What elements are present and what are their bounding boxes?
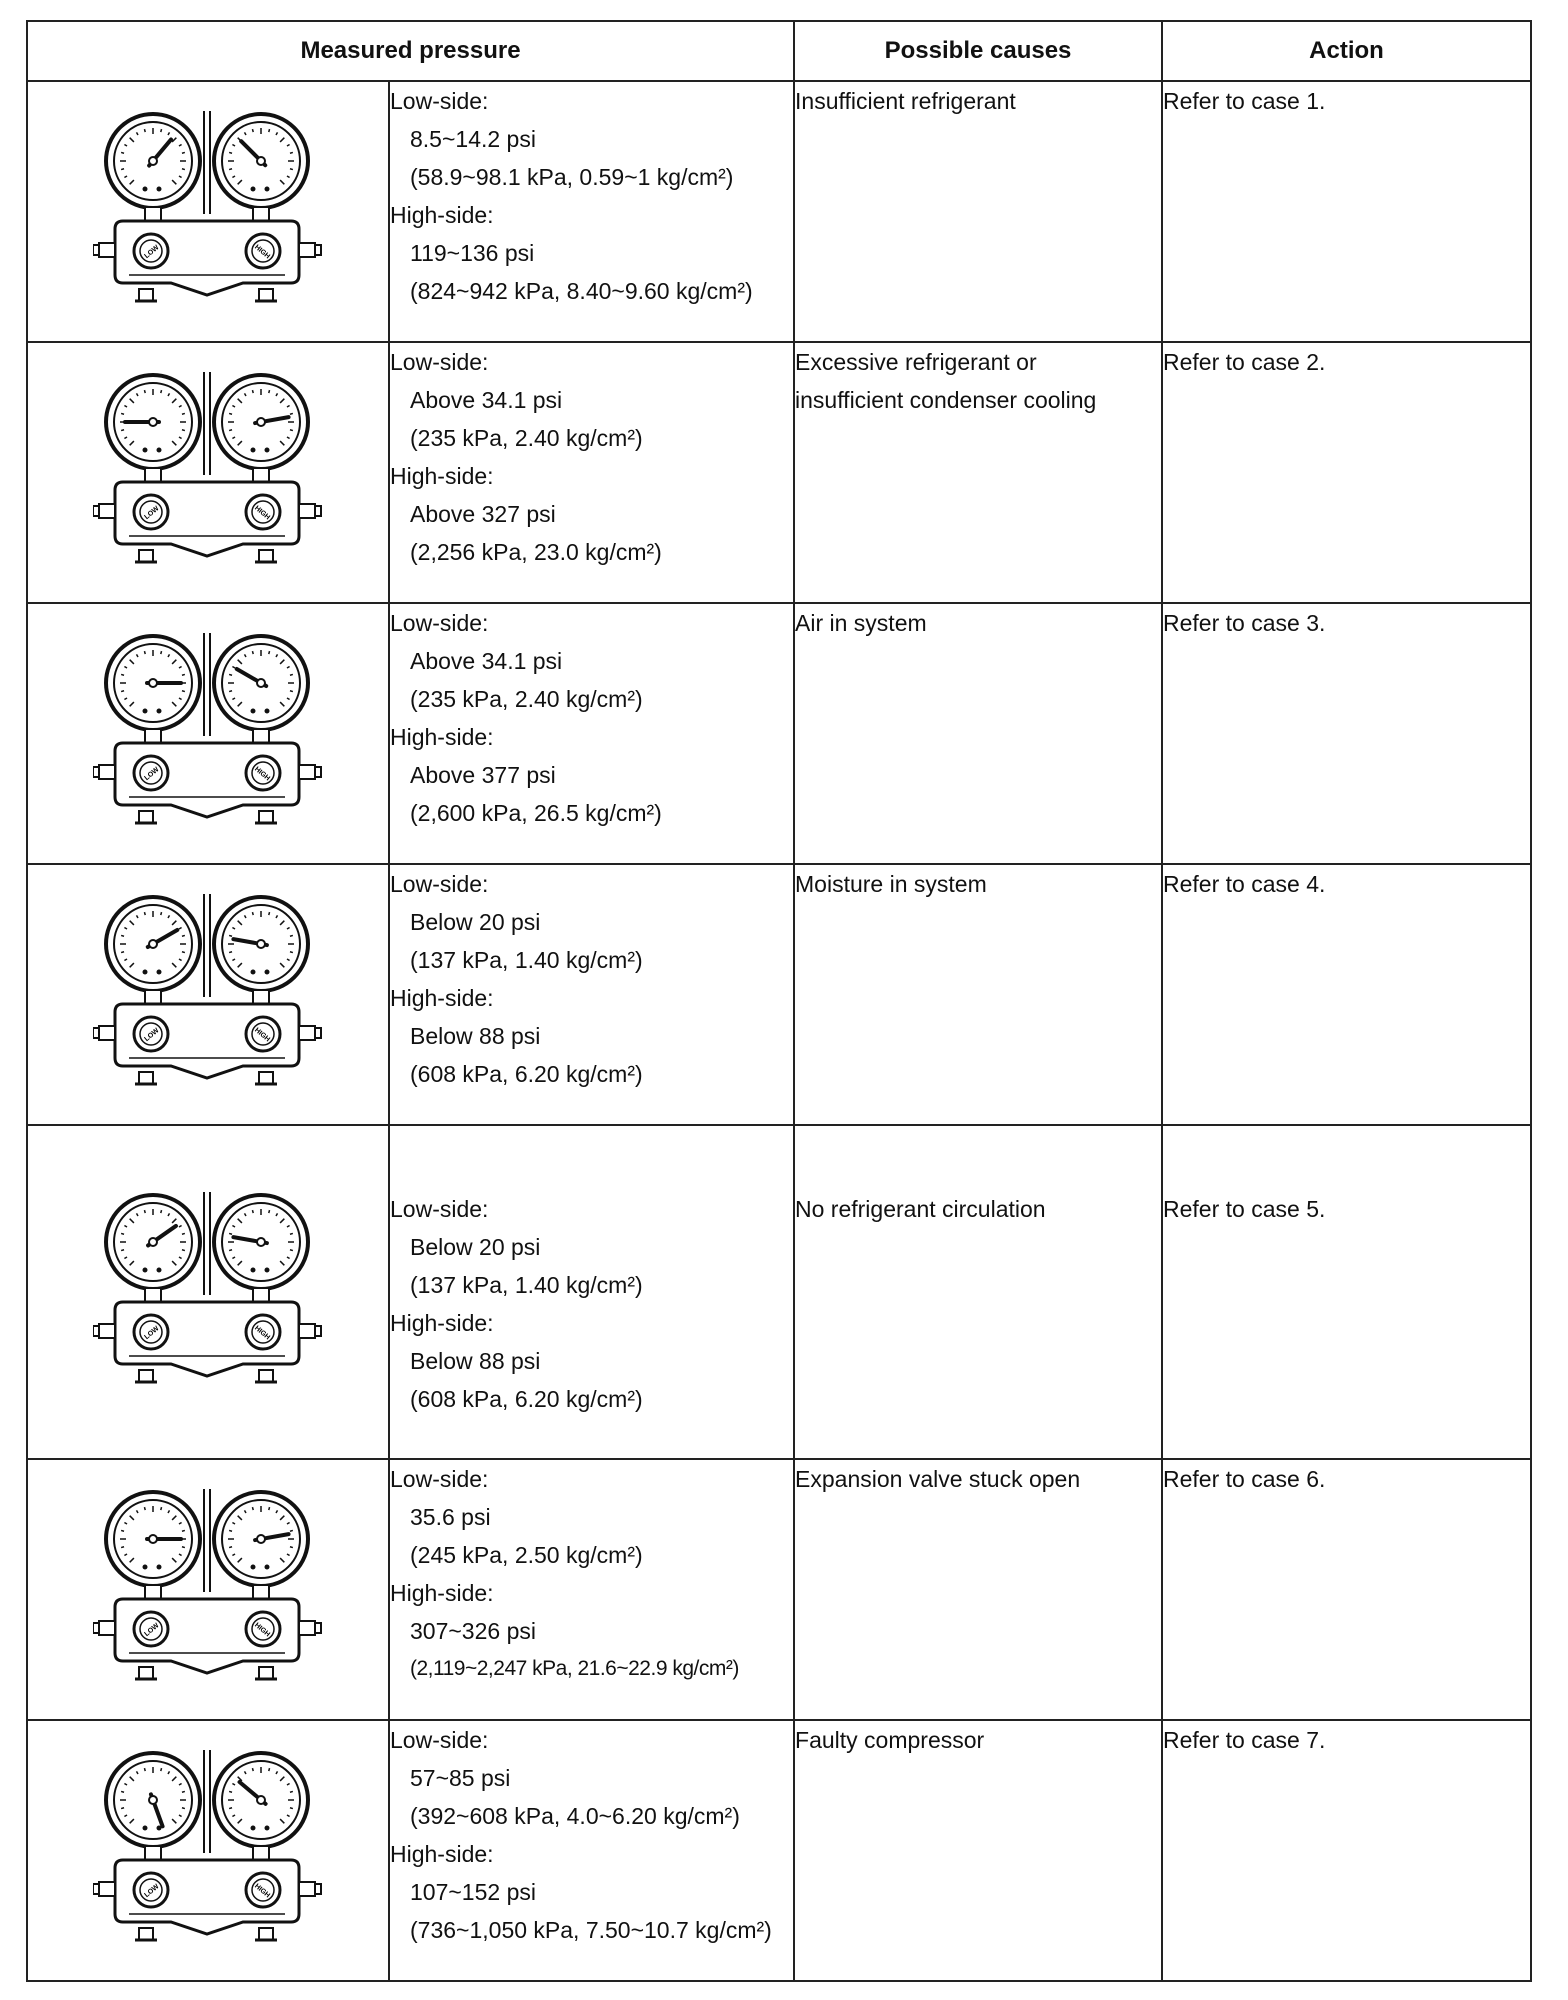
action-cell: Refer to case 2.	[1162, 342, 1531, 603]
high-valve-knob-icon	[246, 495, 280, 529]
low-side-psi: Below 20 psi	[410, 909, 541, 936]
low-side-metric: (235 kPa, 2.40 kg/cm²)	[410, 686, 643, 713]
measured-pressure-cell	[389, 1720, 794, 1981]
low-knob-label: LOW	[143, 1027, 161, 1044]
high-side-psi: Above 327 psi	[410, 501, 556, 528]
manifold-gauge-icon	[93, 621, 323, 841]
high-side-psi: Below 88 psi	[410, 1348, 541, 1375]
low-knob-label: LOW	[143, 505, 161, 522]
low-pressure-gauge-icon	[106, 897, 200, 991]
possible-cause-cell: No refrigerant circulation	[794, 1125, 1162, 1459]
high-knob-label: HIGH	[253, 1882, 271, 1900]
manifold-gauge-icon	[93, 882, 323, 1102]
header-measured-pressure: Measured pressure	[27, 21, 794, 81]
low-knob-label: LOW	[143, 1622, 161, 1638]
low-valve-knob-icon	[134, 1315, 168, 1349]
action-cell: Refer to case 7.	[1162, 1720, 1531, 1981]
possible-cause-cell: Insufficient refrigerant	[794, 81, 1162, 342]
table-header-row	[27, 21, 1531, 81]
low-side-label: Low-side:	[390, 610, 489, 637]
table-row	[27, 864, 1531, 1125]
high-pressure-gauge-icon	[214, 375, 308, 469]
high-side-label: High-side:	[390, 724, 494, 751]
table-row	[27, 81, 1531, 342]
action-cell: Refer to case 3.	[1162, 603, 1531, 864]
possible-cause-cell: Faulty compressor	[794, 1720, 1162, 1981]
low-pressure-gauge-icon	[106, 1753, 200, 1847]
low-side-psi: Above 34.1 psi	[410, 648, 563, 675]
gauge-cell	[27, 1459, 389, 1720]
table-row	[27, 603, 1531, 864]
high-pressure-gauge-icon	[214, 897, 308, 991]
high-knob-label: HIGH	[253, 504, 271, 522]
high-pressure-gauge-icon	[214, 114, 308, 208]
high-valve-knob-icon	[246, 234, 280, 268]
high-side-label: High-side:	[390, 1579, 494, 1606]
low-side-label: Low-side:	[390, 871, 489, 898]
high-side-label: High-side:	[390, 1310, 494, 1337]
manifold-gauge-icon	[93, 360, 323, 580]
measured-pressure-cell	[389, 1125, 794, 1459]
gauge-cell	[27, 342, 389, 603]
action-cell: Refer to case 5.	[1162, 1125, 1531, 1459]
high-valve-knob-icon	[246, 1017, 280, 1051]
high-side-psi: 107~152 psi	[410, 1878, 536, 1905]
low-pressure-gauge-icon	[106, 1195, 200, 1289]
measured-pressure-cell	[389, 342, 794, 603]
high-side-label: High-side:	[390, 1840, 494, 1867]
low-side-metric: (137 kPa, 1.40 kg/cm²)	[410, 1272, 643, 1299]
high-side-metric: (824~942 kPa, 8.40~9.60 kg/cm²)	[410, 278, 753, 304]
low-side-label: Low-side:	[390, 1465, 489, 1492]
table-row	[27, 342, 1531, 603]
high-valve-knob-icon	[246, 756, 280, 790]
possible-cause-cell: Air in system	[794, 603, 1162, 864]
possible-cause-cell: Expansion valve stuck open	[794, 1459, 1162, 1720]
measured-pressure-cell	[389, 603, 794, 864]
gauge-cell	[27, 1125, 389, 1459]
ac-pressure-diagnosis-table	[26, 20, 1532, 1982]
measured-pressure-cell	[389, 81, 794, 342]
high-knob-label: HIGH	[253, 1621, 271, 1639]
high-pressure-gauge-icon	[214, 636, 308, 730]
table-row	[27, 1125, 1531, 1459]
high-side-metric: (608 kPa, 6.20 kg/cm²)	[410, 1386, 643, 1413]
low-pressure-gauge-icon	[106, 636, 200, 730]
high-side-metric: (2,600 kPa, 26.5 kg/cm²)	[410, 800, 662, 827]
high-side-metric: (736~1,050 kPa, 7.50~10.7 kg/cm²)	[410, 1916, 772, 1943]
high-valve-knob-icon	[246, 1315, 280, 1349]
high-side-psi: Below 88 psi	[410, 1023, 541, 1050]
action-cell: Refer to case 4.	[1162, 864, 1531, 1125]
action-cell: Refer to case 6.	[1162, 1459, 1531, 1720]
low-knob-label: LOW	[143, 1883, 161, 1900]
gauge-cell	[27, 603, 389, 864]
high-pressure-gauge-icon	[214, 1492, 308, 1586]
low-pressure-gauge-icon	[106, 1492, 200, 1586]
manifold-gauge-icon	[93, 1477, 323, 1697]
high-side-label: High-side:	[390, 463, 494, 490]
manifold-gauge-icon	[93, 99, 323, 319]
high-side-metric: (2,256 kPa, 23.0 kg/cm²)	[410, 539, 662, 566]
high-side-metric: (2,119~2,247 kPa, 21.6~22.9 kg/cm²)	[410, 1656, 739, 1680]
low-side-metric: (58.9~98.1 kPa, 0.59~1 kg/cm²)	[410, 164, 734, 190]
low-valve-knob-icon	[134, 1017, 168, 1051]
low-knob-label: LOW	[143, 766, 161, 783]
high-side-psi: 307~326 psi	[410, 1617, 536, 1644]
high-pressure-gauge-icon	[214, 1753, 308, 1847]
high-side-label: High-side:	[390, 202, 494, 228]
low-side-psi: 8.5~14.2 psi	[410, 126, 536, 152]
header-possible-causes: Possible causes	[794, 21, 1162, 81]
high-knob-label: HIGH	[253, 243, 271, 261]
low-knob-label: LOW	[143, 1324, 161, 1341]
low-side-metric: (137 kPa, 1.40 kg/cm²)	[410, 947, 643, 974]
low-side-psi: Below 20 psi	[410, 1234, 541, 1261]
low-side-psi: 35.6 psi	[410, 1503, 491, 1530]
low-side-label: Low-side:	[390, 1726, 489, 1753]
low-side-psi: Above 34.1 psi	[410, 387, 563, 414]
high-knob-label: HIGH	[253, 1026, 271, 1044]
table-row	[27, 1459, 1531, 1720]
action-cell: Refer to case 1.	[1162, 81, 1531, 342]
manifold-gauge-icon	[93, 1738, 323, 1958]
low-side-metric: (392~608 kPa, 4.0~6.20 kg/cm²)	[410, 1802, 740, 1829]
header-action: Action	[1162, 21, 1531, 81]
low-side-label: Low-side:	[390, 349, 489, 376]
low-valve-knob-icon	[134, 234, 168, 268]
gauge-cell	[27, 1720, 389, 1981]
manifold-gauge-icon	[93, 1180, 323, 1400]
low-valve-knob-icon	[134, 1873, 168, 1907]
possible-cause-cell: Moisture in system	[794, 864, 1162, 1125]
high-valve-knob-icon	[246, 1873, 280, 1907]
measured-pressure-cell	[389, 864, 794, 1125]
high-valve-knob-icon	[246, 1612, 280, 1646]
low-knob-label: LOW	[143, 244, 161, 261]
low-pressure-gauge-icon	[106, 375, 200, 469]
measured-pressure-cell	[389, 1459, 794, 1720]
gauge-cell	[27, 81, 389, 342]
high-knob-label: HIGH	[253, 1324, 271, 1341]
high-knob-label: HIGH	[253, 765, 271, 783]
table-row	[27, 1720, 1531, 1981]
low-side-metric: (245 kPa, 2.50 kg/cm²)	[410, 1541, 643, 1568]
possible-cause-cell: Excessive refrigerant or insufficient condenser cooling	[794, 342, 1162, 603]
low-side-psi: 57~85 psi	[410, 1764, 511, 1791]
low-valve-knob-icon	[134, 495, 168, 529]
low-side-label: Low-side:	[390, 1196, 489, 1223]
low-side-metric: (235 kPa, 2.40 kg/cm²)	[410, 425, 643, 452]
high-side-psi: 119~136 psi	[410, 240, 535, 266]
low-side-label: Low-side:	[390, 88, 489, 114]
gauge-cell	[27, 864, 389, 1125]
low-valve-knob-icon	[134, 1612, 168, 1646]
high-side-metric: (608 kPa, 6.20 kg/cm²)	[410, 1061, 643, 1088]
high-side-label: High-side:	[390, 985, 494, 1012]
low-pressure-gauge-icon	[106, 114, 200, 208]
high-pressure-gauge-icon	[214, 1195, 308, 1289]
low-valve-knob-icon	[134, 756, 168, 790]
high-side-psi: Above 377 psi	[410, 762, 556, 789]
